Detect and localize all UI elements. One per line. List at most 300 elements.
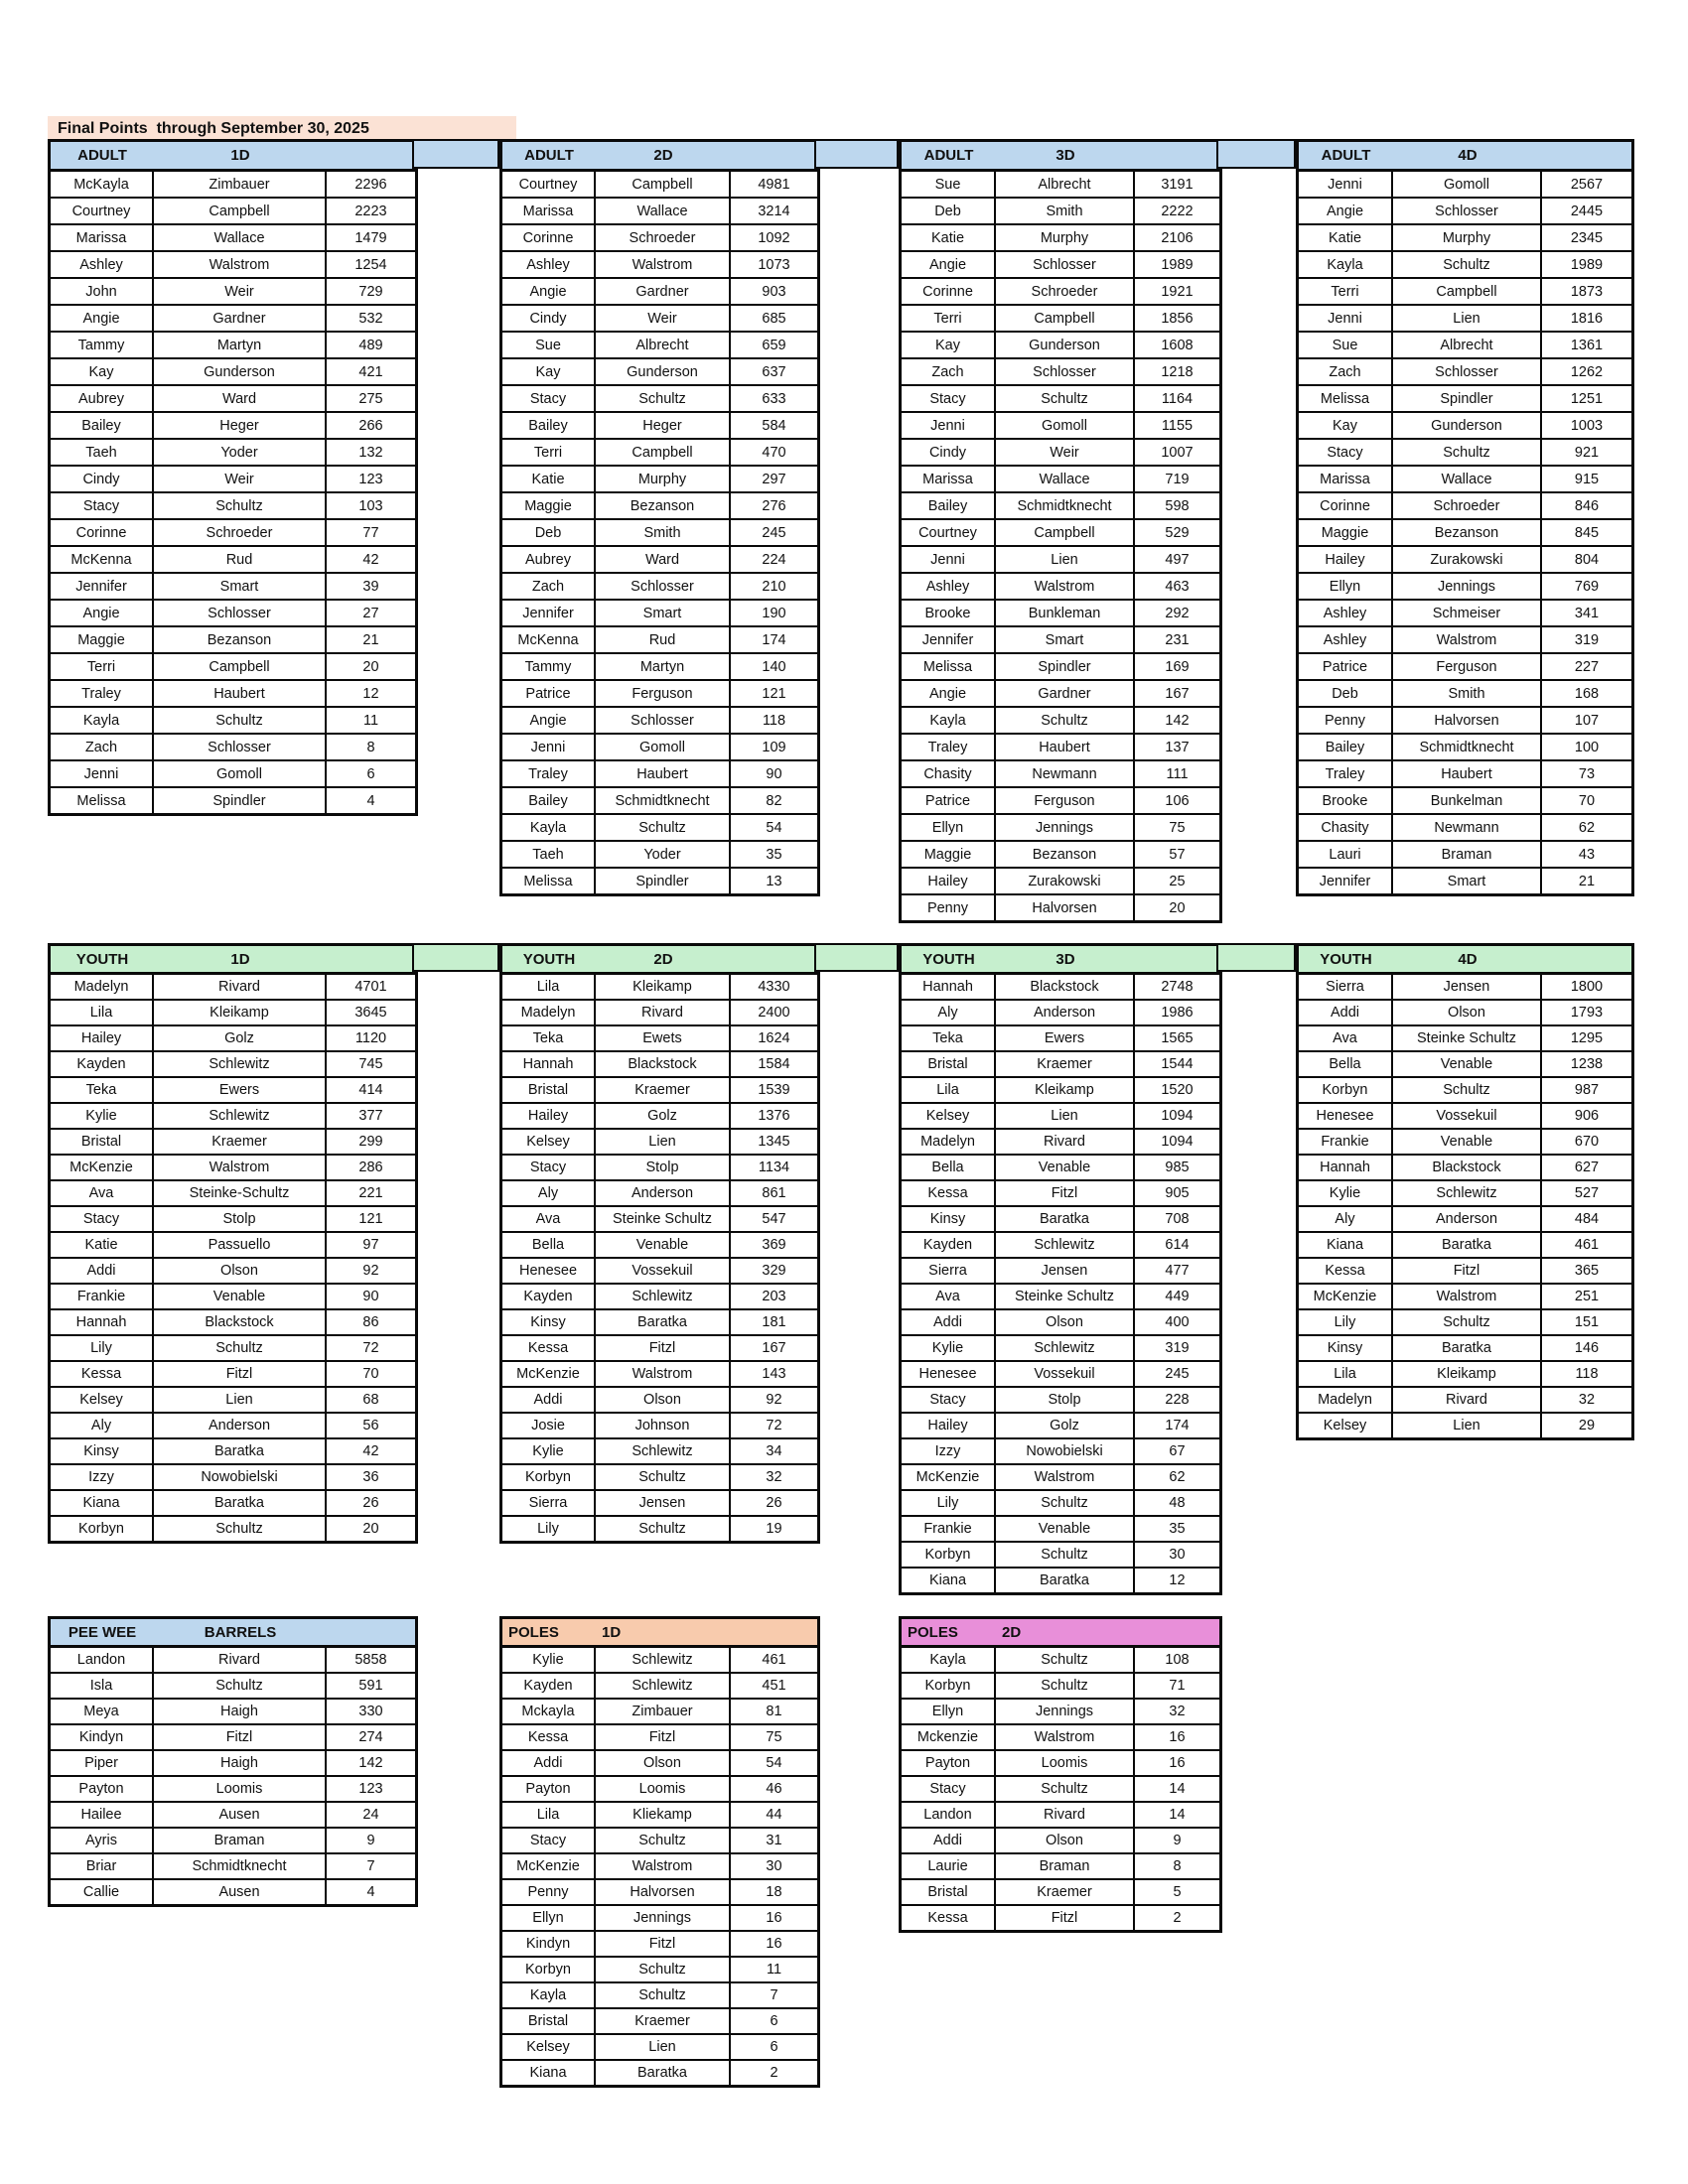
first-name-cell: Hailey xyxy=(51,1026,154,1050)
points-cell: 1921 xyxy=(1161,283,1194,300)
first-name-cell: Hailey xyxy=(902,869,996,893)
table-row xyxy=(502,1128,817,1154)
table-row xyxy=(51,545,415,572)
first-name-cell: Hannah xyxy=(902,975,996,999)
points-cell: 1873 xyxy=(1570,283,1604,300)
last-name-cell: Wallace xyxy=(1393,467,1542,491)
table-row xyxy=(1299,1412,1631,1437)
table-row xyxy=(902,1179,1219,1205)
first-name-cell: Bella xyxy=(902,1156,996,1179)
points-cell: 2345 xyxy=(1570,229,1604,246)
table-row xyxy=(51,250,415,277)
first-name-cell: Terri xyxy=(902,306,996,331)
last-name-cell: Gardner xyxy=(154,306,327,331)
last-name-cell: Gardner xyxy=(596,279,731,304)
table-row xyxy=(51,1386,415,1412)
last-name-cell: Schultz xyxy=(596,1829,731,1852)
points-cell: 1073 xyxy=(758,256,790,273)
points-cell: 299 xyxy=(358,1134,383,1150)
first-name-cell: Kylie xyxy=(51,1104,154,1128)
points-cell: 1094 xyxy=(1161,1134,1194,1150)
last-name-cell: Lien xyxy=(154,1388,327,1412)
first-name-cell: Stacy xyxy=(51,493,154,518)
first-name-cell: Melissa xyxy=(51,788,154,813)
table-header xyxy=(902,142,1219,172)
points-cell: 4 xyxy=(366,1884,375,1900)
first-name-cell: Melissa xyxy=(902,654,996,679)
last-name-cell: Bezanson xyxy=(596,493,731,518)
points-cell: 8 xyxy=(366,739,375,755)
table-row xyxy=(902,1231,1219,1257)
first-name-cell: Ellyn xyxy=(902,815,996,840)
last-name-cell: Golz xyxy=(996,1414,1135,1437)
first-name-cell: Hailey xyxy=(1299,547,1393,572)
points-cell: 71 xyxy=(1169,1678,1186,1694)
last-name-cell: Walstrom xyxy=(1393,627,1542,652)
points-cell: 54 xyxy=(766,1755,782,1771)
table-row xyxy=(902,1775,1219,1801)
points-cell: 5 xyxy=(1173,1884,1182,1900)
points-cell: 477 xyxy=(1165,1263,1190,1279)
table-row xyxy=(502,1515,817,1541)
table-youth-1d xyxy=(48,943,418,1544)
first-name-cell: Lila xyxy=(502,975,596,999)
table-row xyxy=(902,999,1219,1024)
last-name-cell: Ferguson xyxy=(1393,654,1542,679)
first-name-cell: Sue xyxy=(902,172,996,197)
last-name-cell: Schroeder xyxy=(154,520,327,545)
first-name-cell: Corinne xyxy=(51,520,154,545)
table-row xyxy=(51,518,415,545)
points-cell: 461 xyxy=(762,1652,786,1668)
table-row xyxy=(1299,1308,1631,1334)
table-row xyxy=(502,518,817,545)
table-row xyxy=(502,1257,817,1283)
first-name-cell: Bella xyxy=(502,1233,596,1257)
first-name-cell: Ashley xyxy=(502,252,596,277)
last-name-cell: Haubert xyxy=(596,761,731,786)
table-header xyxy=(902,1619,1219,1648)
first-name-cell: Piper xyxy=(51,1751,154,1775)
table-row xyxy=(502,250,817,277)
table-header xyxy=(51,142,415,172)
first-name-cell: Teka xyxy=(902,1026,996,1050)
last-name-cell: Martyn xyxy=(154,333,327,357)
first-name-cell: Marissa xyxy=(902,467,996,491)
table-row xyxy=(902,1205,1219,1231)
first-name-cell: Kay xyxy=(51,359,154,384)
table-header-blank xyxy=(731,946,817,972)
first-name-cell: Kayla xyxy=(502,1983,596,2007)
table-row xyxy=(1299,759,1631,786)
last-name-cell: Loomis xyxy=(996,1751,1135,1775)
last-name-cell: Haubert xyxy=(154,681,327,706)
last-name-cell: Gunderson xyxy=(996,333,1135,357)
last-name-cell: Ferguson xyxy=(996,788,1135,813)
points-cell: 1479 xyxy=(354,229,387,246)
last-name-cell: Schultz xyxy=(596,815,731,840)
points-cell: 2222 xyxy=(1161,203,1194,219)
first-name-cell: Zach xyxy=(51,735,154,759)
table-row xyxy=(51,1128,415,1154)
table-row xyxy=(502,1205,817,1231)
points-cell: 4981 xyxy=(758,176,790,193)
points-cell: 1544 xyxy=(1161,1056,1194,1072)
points-cell: 1007 xyxy=(1161,444,1194,461)
last-name-cell: Anderson xyxy=(996,1001,1135,1024)
first-name-cell: Penny xyxy=(502,1880,596,1904)
table-row xyxy=(1299,813,1631,840)
table-row xyxy=(502,1852,817,1878)
first-name-cell: Tammy xyxy=(51,333,154,357)
first-name-cell: Chasity xyxy=(1299,815,1393,840)
table-division-label: 1D xyxy=(602,1623,622,1641)
last-name-cell: Lien xyxy=(1393,1414,1542,1437)
table-row xyxy=(502,599,817,625)
first-name-cell: Maggie xyxy=(51,627,154,652)
last-name-cell: Schultz xyxy=(996,1674,1135,1698)
header-spacer xyxy=(814,139,899,169)
first-name-cell: Aly xyxy=(1299,1207,1393,1231)
table-row xyxy=(1299,277,1631,304)
last-name-cell: Gunderson xyxy=(154,359,327,384)
first-name-cell: Hailey xyxy=(902,1414,996,1437)
first-name-cell: Kinsy xyxy=(1299,1336,1393,1360)
last-name-cell: Schlosser xyxy=(596,574,731,599)
table-category-label: YOUTH xyxy=(522,950,576,968)
last-name-cell: Schlewitz xyxy=(596,1648,731,1672)
last-name-cell: Schroeder xyxy=(1393,493,1542,518)
table-row xyxy=(902,867,1219,893)
last-name-cell: Ward xyxy=(596,547,731,572)
table-row xyxy=(1299,625,1631,652)
table-row xyxy=(502,975,817,999)
points-cell: 34 xyxy=(766,1443,782,1459)
table-row xyxy=(502,625,817,652)
last-name-cell: Smart xyxy=(996,627,1135,652)
points-cell: 1989 xyxy=(1570,256,1604,273)
last-name-cell: Schmidtknecht xyxy=(1393,735,1542,759)
last-name-cell: Schultz xyxy=(996,1491,1135,1515)
first-name-cell: Korbyn xyxy=(51,1517,154,1541)
points-cell: 614 xyxy=(1165,1237,1190,1253)
table-header-blank xyxy=(1135,946,1219,972)
last-name-cell: Weir xyxy=(596,306,731,331)
points-cell: 861 xyxy=(762,1185,786,1201)
last-name-cell: Fitzl xyxy=(1393,1259,1542,1283)
first-name-cell: Ashley xyxy=(1299,627,1393,652)
table-row xyxy=(502,1412,817,1437)
first-name-cell: Kessa xyxy=(502,1725,596,1749)
table-division-label: 2D xyxy=(1002,1623,1022,1641)
table-row xyxy=(502,1231,817,1257)
table-row xyxy=(1299,545,1631,572)
last-name-cell: Spindler xyxy=(1393,386,1542,411)
first-name-cell: Courtney xyxy=(502,172,596,197)
last-name-cell: Kraemer xyxy=(154,1130,327,1154)
table-header xyxy=(1299,946,1631,975)
last-name-cell: Jensen xyxy=(596,1491,731,1515)
first-name-cell: Lauri xyxy=(1299,842,1393,867)
last-name-cell: Blackstock xyxy=(996,975,1135,999)
last-name-cell: Schlosser xyxy=(996,359,1135,384)
points-cell: 903 xyxy=(762,283,786,300)
last-name-cell: Campbell xyxy=(1393,279,1542,304)
first-name-cell: Henesee xyxy=(902,1362,996,1386)
table-category-label: ADULT xyxy=(77,147,127,164)
table-adult-3d xyxy=(899,139,1222,923)
first-name-cell: Teka xyxy=(51,1078,154,1102)
table-row xyxy=(1299,786,1631,813)
first-name-cell: Korbyn xyxy=(1299,1078,1393,1102)
last-name-cell: Jennings xyxy=(1393,574,1542,599)
last-name-cell: Steinke-Schultz xyxy=(154,1181,327,1205)
table-row xyxy=(51,304,415,331)
header-spacer xyxy=(412,139,499,169)
first-name-cell: Sue xyxy=(502,333,596,357)
table-category-label: ADULT xyxy=(1321,147,1371,164)
last-name-cell: Walstrom xyxy=(1393,1285,1542,1308)
last-name-cell: Zimbauer xyxy=(596,1700,731,1723)
table-row xyxy=(902,975,1219,999)
first-name-cell: Bailey xyxy=(502,788,596,813)
points-cell: 118 xyxy=(1575,1366,1599,1382)
last-name-cell: Rivard xyxy=(1393,1388,1542,1412)
table-row xyxy=(502,545,817,572)
points-cell: 92 xyxy=(766,1392,782,1408)
table-row xyxy=(51,1827,415,1852)
table-row xyxy=(502,1154,817,1179)
first-name-cell: Taeh xyxy=(502,842,596,867)
table-row xyxy=(51,1283,415,1308)
points-cell: 7 xyxy=(770,1987,778,2003)
points-cell: 11 xyxy=(362,712,379,729)
points-cell: 12 xyxy=(362,685,379,702)
first-name-cell: Madelyn xyxy=(51,975,154,999)
table-row xyxy=(51,357,415,384)
points-cell: 16 xyxy=(1169,1755,1186,1771)
points-cell: 14 xyxy=(1169,1781,1186,1797)
first-name-cell: Addi xyxy=(502,1388,596,1412)
table-row xyxy=(502,706,817,733)
table-row xyxy=(1299,975,1631,999)
points-cell: 72 xyxy=(766,1418,782,1433)
first-name-cell: Ava xyxy=(1299,1026,1393,1050)
points-cell: 143 xyxy=(762,1366,786,1382)
first-name-cell: Maggie xyxy=(902,842,996,867)
first-name-cell: Traley xyxy=(51,681,154,706)
points-cell: 77 xyxy=(362,524,379,541)
first-name-cell: Angie xyxy=(902,681,996,706)
table-row xyxy=(502,223,817,250)
last-name-cell: Nowobielski xyxy=(154,1465,327,1489)
last-name-cell: Wallace xyxy=(996,467,1135,491)
first-name-cell: Kayla xyxy=(51,708,154,733)
table-row xyxy=(502,304,817,331)
table-category-label: ADULT xyxy=(923,147,974,164)
points-cell: 106 xyxy=(1165,792,1190,809)
first-name-cell: Kayden xyxy=(51,1052,154,1076)
last-name-cell: Ewets xyxy=(596,1026,731,1050)
table-row xyxy=(1299,867,1631,893)
points-cell: 174 xyxy=(1165,1418,1190,1433)
table-row xyxy=(51,1205,415,1231)
table-row xyxy=(51,975,415,999)
last-name-cell: Venable xyxy=(1393,1130,1542,1154)
last-name-cell: Schlosser xyxy=(996,252,1135,277)
table-row xyxy=(51,197,415,223)
first-name-cell: Korbyn xyxy=(502,1465,596,1489)
table-row xyxy=(902,250,1219,277)
table-row xyxy=(902,1076,1219,1102)
first-name-cell: Cindy xyxy=(902,440,996,465)
table-row xyxy=(902,1024,1219,1050)
points-cell: 20 xyxy=(1169,899,1186,916)
first-name-cell: Penny xyxy=(1299,708,1393,733)
last-name-cell: Weir xyxy=(996,440,1135,465)
last-name-cell: Gomoll xyxy=(154,761,327,786)
last-name-cell: Schultz xyxy=(996,386,1135,411)
table-row xyxy=(1299,1154,1631,1179)
table-row xyxy=(902,1827,1219,1852)
last-name-cell: Jennings xyxy=(596,1906,731,1930)
first-name-cell: Kylie xyxy=(502,1439,596,1463)
first-name-cell: Hannah xyxy=(51,1310,154,1334)
first-name-cell: Kylie xyxy=(502,1648,596,1672)
points-cell: 414 xyxy=(358,1082,383,1098)
table-row xyxy=(502,438,817,465)
points-cell: 292 xyxy=(1165,605,1190,621)
table-row xyxy=(1299,411,1631,438)
first-name-cell: Terri xyxy=(51,654,154,679)
first-name-cell: McKenzie xyxy=(902,1465,996,1489)
points-cell: 1361 xyxy=(1570,337,1604,353)
table-header-blank xyxy=(1542,946,1631,972)
table-row xyxy=(502,786,817,813)
points-cell: 224 xyxy=(762,551,786,568)
points-cell: 36 xyxy=(362,1469,379,1485)
points-cell: 32 xyxy=(1578,1392,1596,1408)
points-cell: 2 xyxy=(770,2065,778,2081)
last-name-cell: Schultz xyxy=(154,708,327,733)
table-row xyxy=(902,1878,1219,1904)
first-name-cell: Sue xyxy=(1299,333,1393,357)
last-name-cell: Kraemer xyxy=(996,1052,1135,1076)
table-row xyxy=(902,1334,1219,1360)
first-name-cell: Ellyn xyxy=(502,1906,596,1930)
table-row xyxy=(51,465,415,491)
points-cell: 627 xyxy=(1574,1160,1600,1175)
table-row xyxy=(502,331,817,357)
table-division-label: 4D xyxy=(1458,950,1477,968)
table-row xyxy=(502,733,817,759)
first-name-cell: Bella xyxy=(1299,1052,1393,1076)
header-spacer xyxy=(814,943,899,972)
points-cell: 921 xyxy=(1574,444,1600,461)
points-cell: 46 xyxy=(766,1781,782,1797)
first-name-cell: Aly xyxy=(902,1001,996,1024)
table-row xyxy=(502,197,817,223)
points-cell: 274 xyxy=(358,1729,383,1745)
last-name-cell: Schultz xyxy=(1393,440,1542,465)
first-name-cell: McKenna xyxy=(502,627,596,652)
first-name-cell: Kayla xyxy=(502,815,596,840)
first-name-cell: Sierra xyxy=(1299,975,1393,999)
first-name-cell: Isla xyxy=(51,1674,154,1698)
first-name-cell: Kessa xyxy=(502,1336,596,1360)
first-name-cell: Cindy xyxy=(502,306,596,331)
table-row xyxy=(502,1930,817,1956)
first-name-cell: Melissa xyxy=(502,869,596,893)
last-name-cell: Lien xyxy=(596,2035,731,2059)
last-name-cell: Olson xyxy=(1393,1001,1542,1024)
points-cell: 82 xyxy=(766,792,782,809)
points-cell: 167 xyxy=(1165,685,1190,702)
table-row xyxy=(902,1412,1219,1437)
table-division-label: 2D xyxy=(653,147,673,164)
last-name-cell: Schultz xyxy=(154,1517,327,1541)
table-row xyxy=(51,331,415,357)
first-name-cell: Melissa xyxy=(1299,386,1393,411)
points-cell: 275 xyxy=(358,390,383,407)
table-row xyxy=(902,679,1219,706)
first-name-cell: Bailey xyxy=(502,413,596,438)
points-cell: 1251 xyxy=(1570,390,1604,407)
first-name-cell: Madelyn xyxy=(1299,1388,1393,1412)
table-row xyxy=(902,1257,1219,1283)
first-name-cell: Henesee xyxy=(1299,1104,1393,1128)
points-cell: 906 xyxy=(1574,1108,1600,1124)
first-name-cell: Mckayla xyxy=(502,1700,596,1723)
table-row xyxy=(902,1648,1219,1672)
first-name-cell: Kylie xyxy=(1299,1181,1393,1205)
table-row xyxy=(902,893,1219,920)
first-name-cell: Sierra xyxy=(902,1259,996,1283)
first-name-cell: Kayla xyxy=(1299,252,1393,277)
last-name-cell: Schultz xyxy=(1393,1078,1542,1102)
first-name-cell: Kelsey xyxy=(51,1388,154,1412)
first-name-cell: Kay xyxy=(1299,413,1393,438)
table-row xyxy=(502,2033,817,2059)
points-cell: 1295 xyxy=(1570,1030,1604,1046)
first-name-cell: Meya xyxy=(51,1700,154,1723)
points-cell: 489 xyxy=(358,337,383,353)
first-name-cell: Traley xyxy=(502,761,596,786)
table-row xyxy=(1299,599,1631,625)
last-name-cell: Schlewitz xyxy=(596,1285,731,1308)
points-cell: 231 xyxy=(1165,631,1190,648)
points-cell: 221 xyxy=(358,1185,383,1201)
table-row xyxy=(502,1904,817,1930)
points-cell: 2223 xyxy=(354,203,387,219)
points-cell: 57 xyxy=(1169,846,1186,863)
last-name-cell: Halvorsen xyxy=(596,1880,731,1904)
points-cell: 461 xyxy=(1574,1237,1600,1253)
table-row xyxy=(1299,1360,1631,1386)
table-row xyxy=(502,1827,817,1852)
table-category-label: POLES xyxy=(908,1623,958,1641)
points-cell: 451 xyxy=(762,1678,786,1694)
points-cell: 67 xyxy=(1169,1443,1186,1459)
points-cell: 210 xyxy=(762,578,786,595)
first-name-cell: Bristal xyxy=(902,1052,996,1076)
table-row xyxy=(1299,652,1631,679)
points-cell: 72 xyxy=(362,1340,379,1356)
last-name-cell: Schmidtknecht xyxy=(596,788,731,813)
points-cell: 111 xyxy=(1166,765,1189,782)
first-name-cell: Angie xyxy=(502,279,596,304)
last-name-cell: Wallace xyxy=(154,225,327,250)
